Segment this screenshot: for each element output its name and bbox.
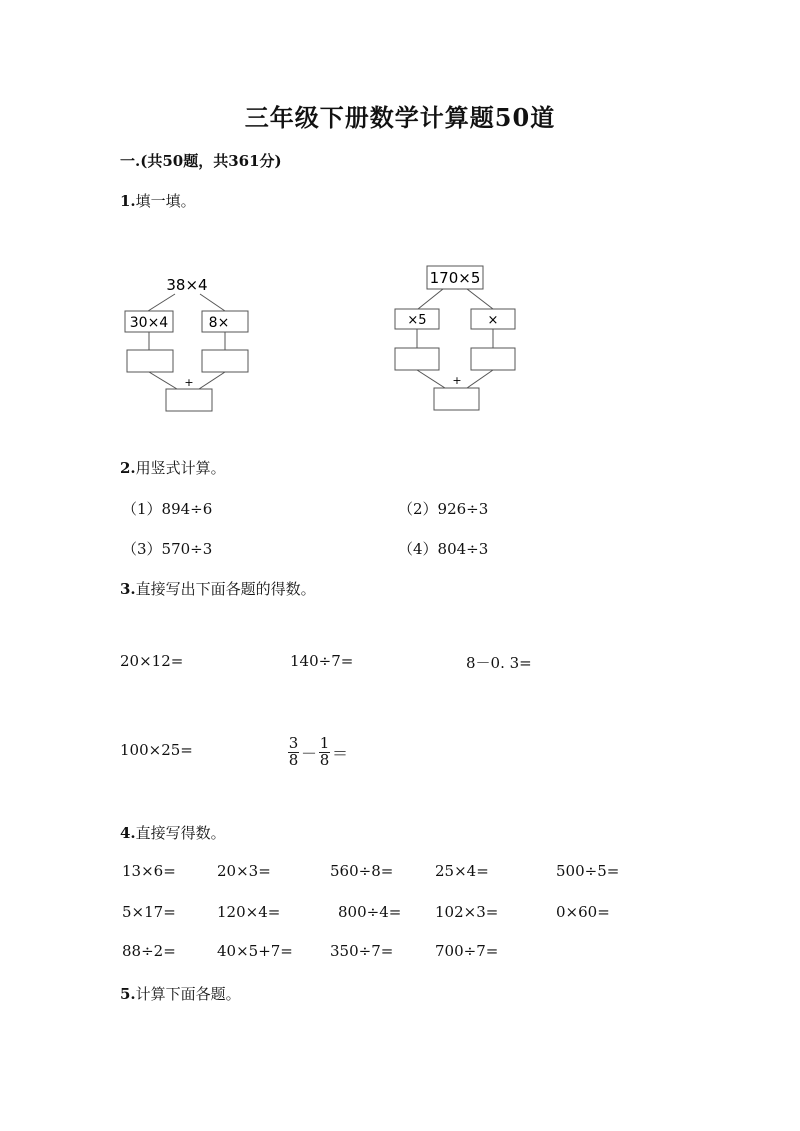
q4-item: 13×6= — [122, 862, 176, 880]
question-4 — [120, 822, 226, 843]
section-header: 一.(共50题，共361分) — [120, 152, 282, 170]
q4-item: 700÷7= — [435, 942, 499, 960]
q3-item: 100×25= — [120, 741, 193, 759]
q4-item: 20×3= — [217, 862, 271, 880]
diagram-right — [385, 262, 535, 412]
q4-item: 560÷8= — [330, 862, 394, 880]
fraction-a — [288, 736, 299, 769]
q2-item: （2）926÷3 — [398, 500, 489, 518]
question-3-number: 3. — [120, 580, 136, 598]
q3-item: 20×12= — [120, 652, 184, 670]
diagram-right-op: + — [452, 374, 462, 387]
question-1-number: 1. — [120, 192, 136, 210]
q4-item: 102×3= — [435, 903, 499, 921]
question-1-prompt: 填一填。 — [135, 192, 196, 210]
q3-item: 140÷7= — [290, 652, 354, 670]
fraction-b — [319, 736, 330, 769]
q4-item: 88÷2= — [122, 942, 176, 960]
question-2-prompt: 用竖式计算。 — [135, 459, 226, 477]
fraction-minus: － — [301, 743, 318, 763]
diagram-right-top: 170×5 — [429, 269, 481, 287]
diagram-left-op: + — [184, 376, 194, 389]
q4-item: 120×4= — [217, 903, 281, 921]
q4-item: 500÷5= — [556, 862, 620, 880]
q4-item: 0×60= — [556, 903, 610, 921]
diagram-right-answer-bottom — [434, 388, 479, 410]
fraction-a-numerator: 3 — [288, 734, 299, 752]
question-4-prompt: 直接写得数。 — [135, 824, 226, 842]
diagram-left — [115, 265, 265, 415]
question-5-number: 5. — [120, 985, 136, 1003]
diagram-left-top: 38×4 — [166, 276, 208, 294]
q4-item: 40×5+7= — [217, 942, 293, 960]
diagram-right-answer-right — [471, 348, 515, 370]
page-title: 三年级下册数学计算题50道 — [244, 103, 556, 132]
fraction-b-denominator: 8 — [319, 750, 330, 769]
fraction-a-denominator: 8 — [288, 750, 299, 769]
diagram-right-box-right-label: × — [487, 313, 499, 328]
q4-item: 350÷7= — [330, 942, 394, 960]
diagram-left-answer-bottom — [166, 389, 212, 411]
question-5-prompt: 计算下面各题。 — [135, 985, 241, 1003]
q2-item: （1）894÷6 — [122, 500, 213, 518]
question-3 — [120, 578, 316, 599]
q3-item: 8－0. 3= — [466, 654, 532, 672]
q3-fraction-expression — [288, 736, 348, 769]
q4-item: 5×17= — [122, 903, 176, 921]
question-4-number: 4. — [120, 824, 136, 842]
diagram-left-box-right-label: 8× — [208, 315, 230, 331]
question-2 — [120, 457, 226, 478]
question-2-number: 2. — [120, 459, 136, 477]
q2-item: （3）570÷3 — [122, 540, 213, 558]
fraction-b-numerator: 1 — [319, 734, 330, 752]
question-5 — [120, 983, 241, 1004]
diagram-right-answer-left — [395, 348, 439, 370]
question-1 — [120, 190, 196, 211]
diagram-right-box-left-label: ×5 — [407, 313, 427, 328]
question-3-prompt: 直接写出下面各题的得数。 — [135, 580, 316, 598]
diagram-left-box-left-label: 30×4 — [129, 315, 169, 331]
fraction-equals: ＝ — [332, 743, 349, 763]
q2-item: （4）804÷3 — [398, 540, 489, 558]
q4-item: 25×4= — [435, 862, 489, 880]
diagram-left-answer-left — [127, 350, 173, 372]
q4-item: 800÷4= — [338, 903, 402, 921]
diagram-left-answer-right — [202, 350, 248, 372]
